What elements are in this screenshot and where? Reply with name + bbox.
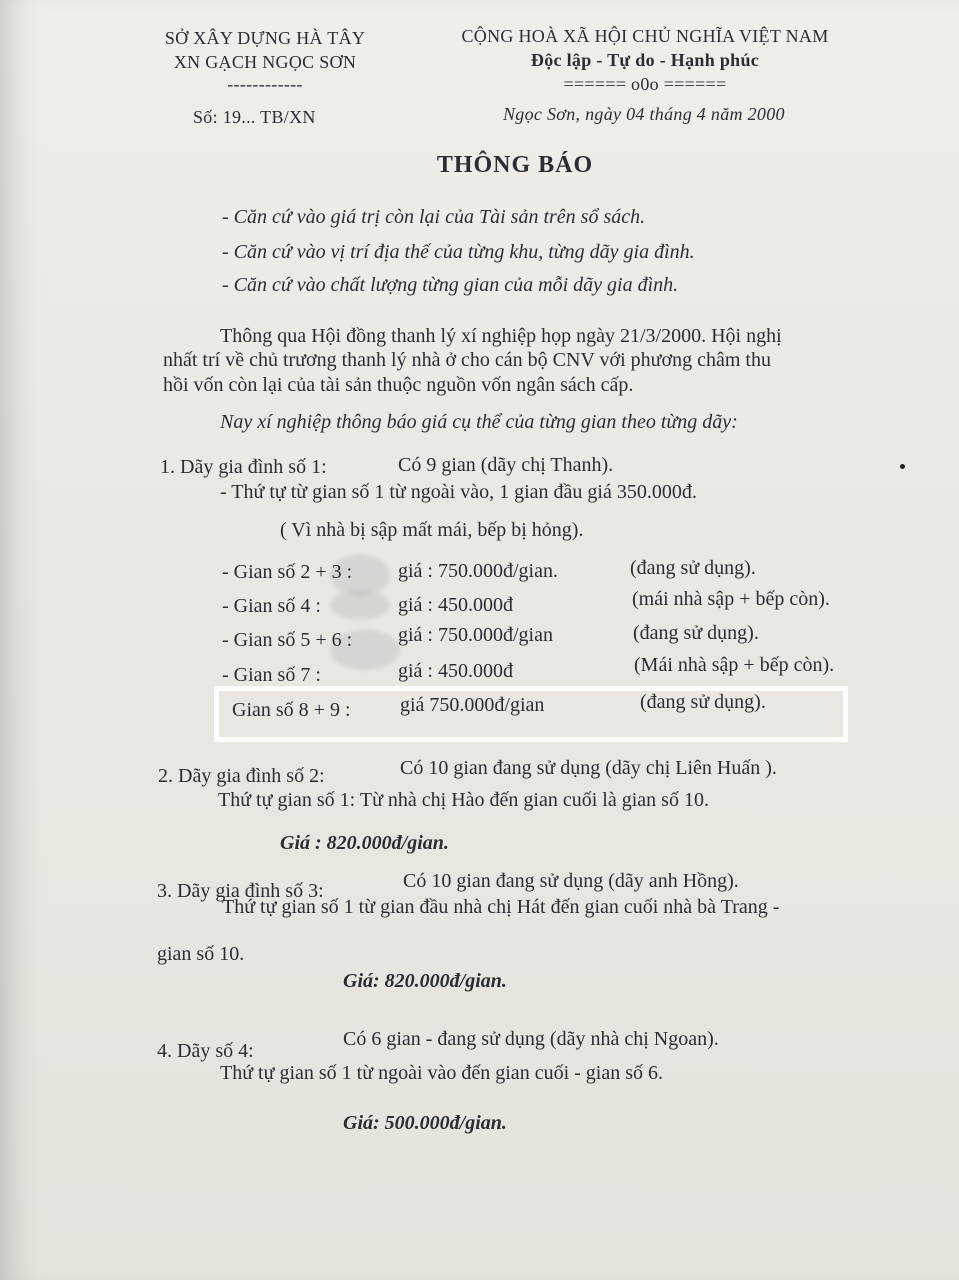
- org-name: XN GẠCH NGỌC SƠN: [173, 52, 357, 72]
- section-1-note: ( Vì nhà bị sập mất mái, bếp bị hỏng).: [280, 519, 584, 541]
- room-status: (Mái nhà sập + bếp còn).: [634, 654, 835, 676]
- room-label: - Gian số 5 + 6 :: [222, 629, 353, 651]
- highlight-box: [214, 686, 848, 742]
- national-motto: Độc lập - Tự do - Hạnh phúc: [530, 50, 760, 70]
- basis-line: - Căn cứ vào giá trị còn lại của Tài sản trên sổ sách.: [222, 206, 646, 228]
- intro-line: nhất trí về chủ trương thanh lý nhà ở cho cán bộ CNV với phương châm thu: [163, 349, 771, 371]
- room-status: (mái nhà sập + bếp còn).: [632, 588, 830, 610]
- room-status: (đang sử dụng).: [630, 557, 756, 579]
- document-title: THÔNG BÁO: [436, 152, 594, 178]
- room-price: giá : 450.000đ: [398, 660, 513, 682]
- room-price: giá : 750.000đ/gian.: [398, 560, 558, 582]
- section-3-order: Thứ tự gian số 1 từ gian đầu nhà chị Hát đến gian cuối nhà bà Trang -: [222, 896, 780, 918]
- section-4-desc: Có 6 gian - đang sử dụng (dãy nhà chị Ngoan).: [343, 1028, 719, 1050]
- section-2-price: Giá : 820.000đ/gian.: [280, 832, 449, 854]
- place-date: Ngọc Sơn, ngày 04 tháng 4 năm 2000: [503, 104, 785, 124]
- section-2-desc: Có 10 gian đang sử dụng (dãy chị Liên Huấn ).: [400, 757, 777, 779]
- document-number: Số: 19... TB/XN: [193, 107, 316, 127]
- section-4-heading: 4. Dãy số 4:: [157, 1040, 254, 1062]
- room-label: - Gian số 7 :: [222, 664, 321, 686]
- room-price: giá : 750.000đ/gian: [398, 624, 553, 646]
- section-4-price: Giá: 500.000đ/gian.: [343, 1112, 507, 1134]
- intro-line: Thông qua Hội đồng thanh lý xí nghiệp họp ngày 21/3/2000. Hội nghị: [220, 325, 782, 347]
- section-3-order-cont: gian số 10.: [157, 943, 245, 965]
- room-price: giá : 450.000đ: [398, 594, 513, 616]
- section-4-order: Thứ tự gian số 1 từ ngoài vào đến gian cuối - gian số 6.: [220, 1062, 663, 1084]
- section-3-desc: Có 10 gian đang sử dụng (dãy anh Hồng).: [403, 870, 739, 892]
- announcement: Nay xí nghiệp thông báo giá cụ thể của từng gian theo từng dãy:: [220, 411, 738, 433]
- basis-line: - Căn cứ vào chất lượng từng gian của mỗi dãy gia đình.: [222, 274, 679, 296]
- national-title: CỘNG HOÀ XÃ HỘI CHỦ NGHĨA VIỆT NAM: [461, 26, 829, 46]
- ink-dot: [900, 464, 905, 469]
- header-divider-right: ====== o0o ======: [563, 74, 727, 94]
- room-status: (đang sử dụng).: [633, 622, 759, 644]
- header-divider-left: ------------: [227, 74, 303, 94]
- section-1-heading: 1. Dãy gia đình số 1:: [160, 456, 327, 478]
- room-label: - Gian số 4 :: [222, 595, 321, 617]
- room-price: giá 750.000đ/gian: [400, 694, 545, 716]
- section-1-order: - Thứ tự từ gian số 1 từ ngoài vào, 1 gian đầu giá 350.000đ.: [220, 481, 697, 503]
- section-2-heading: 2. Dãy gia đình số 2:: [158, 765, 325, 787]
- basis-line: - Căn cứ vào vị trí địa thế của từng khu, từng dãy gia đình.: [222, 241, 695, 263]
- room-status: (đang sử dụng).: [640, 691, 766, 713]
- section-3-heading: 3. Dãy gia đình số 3:: [157, 880, 324, 902]
- section-2-order: Thứ tự gian số 1: Từ nhà chị Hào đến gian cuối là gian số 10.: [218, 789, 709, 811]
- intro-line: hồi vốn còn lại của tài sản thuộc nguồn vốn ngân sách cấp.: [163, 374, 634, 396]
- room-label: Gian số 8 + 9 :: [232, 699, 351, 721]
- section-3-price: Giá: 820.000đ/gian.: [343, 970, 507, 992]
- ink-smudge: [330, 590, 390, 620]
- org-parent: SỞ XÂY DỰNG HÀ TÂY: [164, 28, 366, 48]
- section-1-desc: Có 9 gian (dãy chị Thanh).: [398, 454, 614, 476]
- room-label: - Gian số 2 + 3 :: [222, 561, 353, 583]
